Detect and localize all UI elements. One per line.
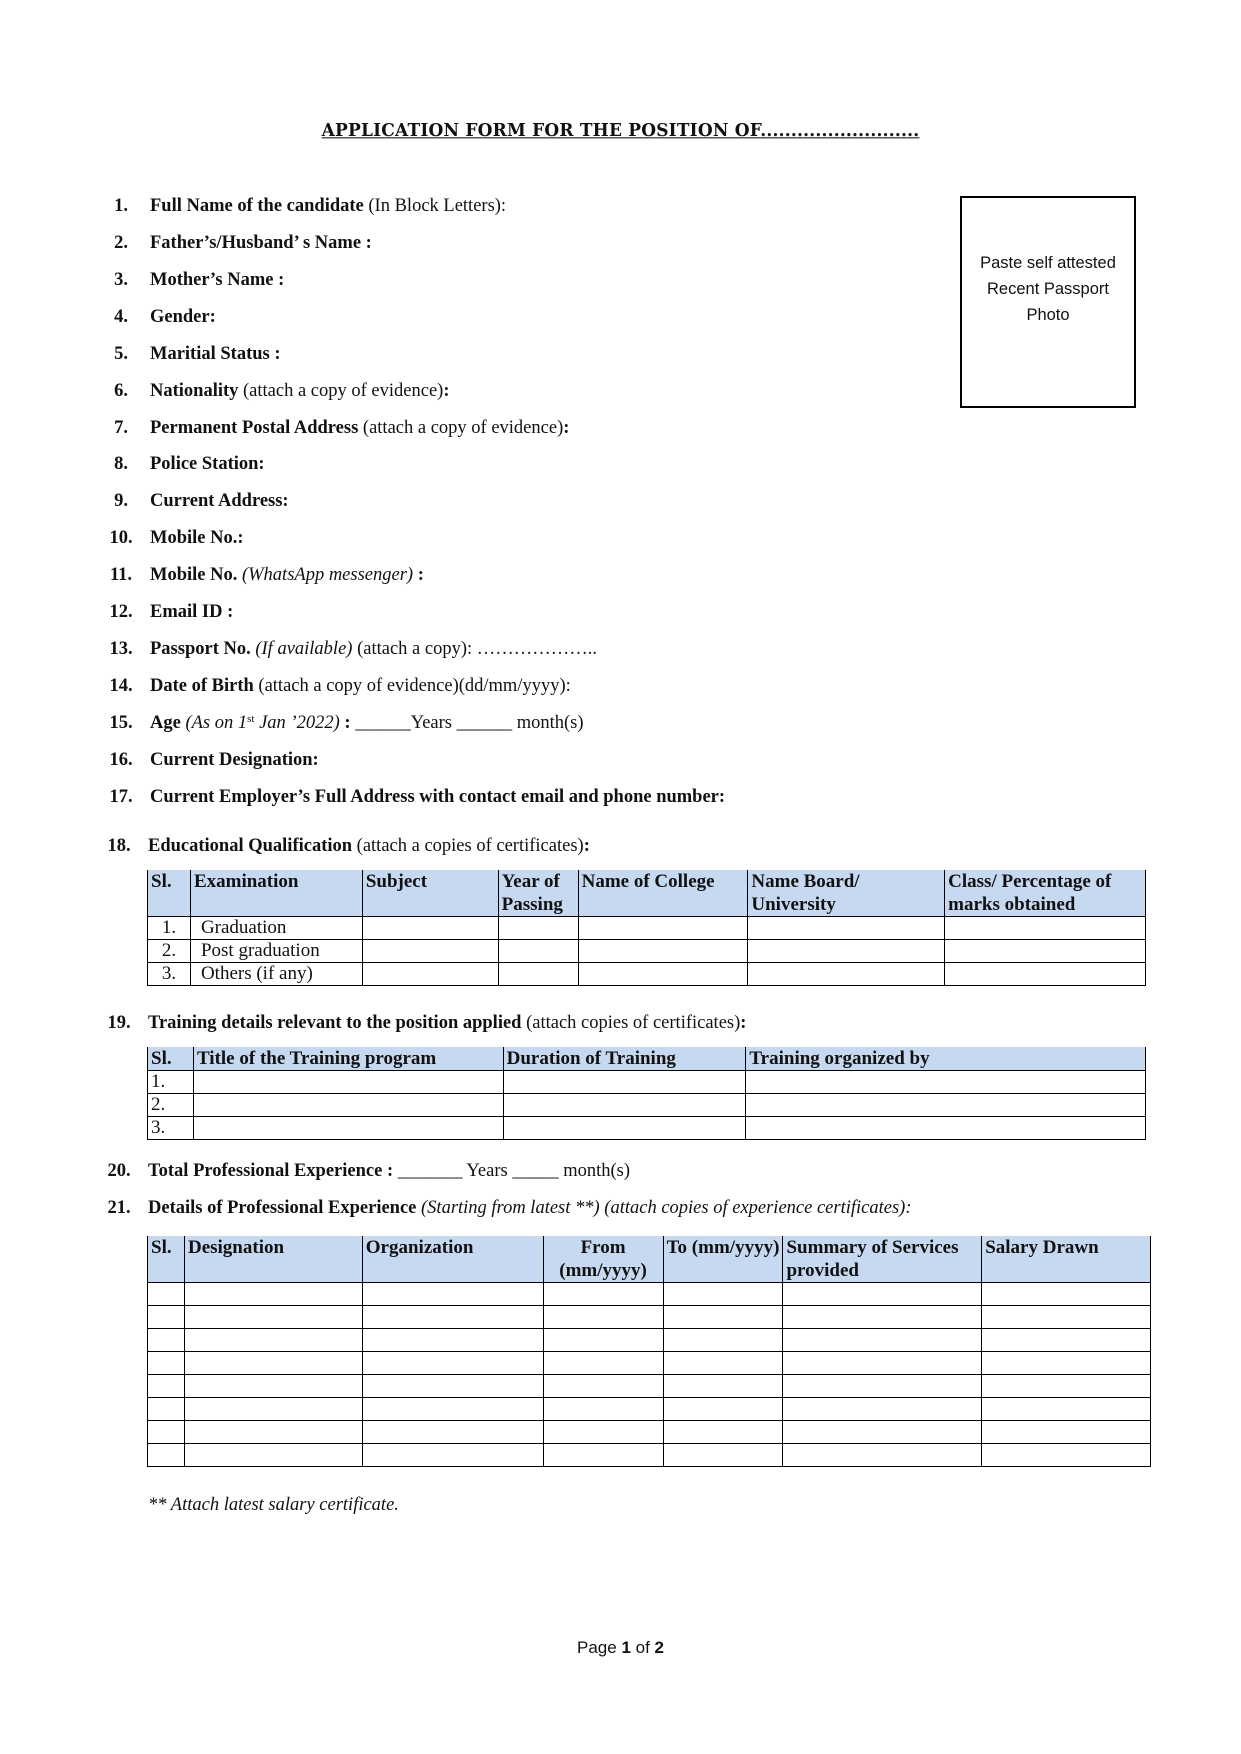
table-cell[interactable] [982, 1398, 1151, 1421]
table-row [148, 1094, 1146, 1117]
table-cell[interactable] [148, 1352, 185, 1375]
form-field-2[interactable] [92, 231, 372, 255]
field-note: (attach a copy): ……………….. [352, 639, 597, 659]
field-label: Police Station: [150, 454, 265, 474]
field-number: 20. [107, 1161, 131, 1181]
table-cell[interactable] [184, 1444, 362, 1467]
field-italic-note: (WhatsApp messenger) [237, 565, 414, 585]
page-prefix: Page [577, 1638, 622, 1657]
table-cell[interactable] [184, 1283, 362, 1306]
column-header: Examination [190, 870, 362, 917]
form-field-21[interactable] [90, 1196, 911, 1220]
field-number: 2. [114, 233, 128, 253]
field-label: Mobile No. [150, 565, 238, 585]
form-field-19[interactable] [90, 1011, 746, 1035]
table-cell[interactable] [193, 1117, 503, 1140]
form-field-10[interactable] [92, 526, 244, 550]
form-field-11[interactable] [92, 563, 424, 587]
column-header: Title of the Training program [193, 1047, 503, 1071]
table-cell[interactable] [663, 1283, 783, 1306]
field-number: 18. [107, 836, 131, 856]
column-header: Designation [184, 1236, 362, 1283]
form-field-18[interactable] [90, 834, 590, 858]
column-header: Year of Passing [498, 870, 578, 917]
table-cell[interactable] [503, 1117, 746, 1140]
field-number: 16. [109, 750, 133, 770]
table-cell[interactable]: 1. [148, 917, 191, 940]
page-number [0, 1638, 1241, 1658]
footnote: ** Attach latest salary certificate. [148, 1495, 399, 1515]
column-header: Class/ Percentage of marks obtained [945, 870, 1146, 917]
field-colon: : [563, 418, 570, 438]
table-cell[interactable] [184, 1352, 362, 1375]
table-cell[interactable] [748, 917, 945, 940]
table-row [148, 1071, 1146, 1094]
field-italic-note: Jan ’2022) [254, 713, 340, 733]
table-cell[interactable] [945, 917, 1146, 940]
table-cell[interactable] [578, 963, 748, 986]
table-cell[interactable] [503, 1094, 746, 1117]
table-row [148, 1306, 1151, 1329]
table-cell[interactable] [783, 1398, 982, 1421]
table-cell[interactable] [663, 1398, 783, 1421]
field-label: Father’s/Husband’ s Name : [150, 233, 372, 253]
table-cell[interactable] [184, 1421, 362, 1444]
field-label: Current Address: [150, 491, 289, 511]
table-cell[interactable] [783, 1444, 982, 1467]
table-cell[interactable] [663, 1421, 783, 1444]
table-cell[interactable] [982, 1283, 1151, 1306]
table-cell[interactable] [578, 917, 748, 940]
table-cell[interactable] [663, 1329, 783, 1352]
table-cell[interactable] [362, 1283, 543, 1306]
table-cell[interactable] [148, 1375, 185, 1398]
field-number: 12. [109, 602, 133, 622]
table-cell[interactable] [543, 1421, 663, 1444]
field-number: 8. [114, 454, 128, 474]
table-cell[interactable] [362, 1375, 543, 1398]
table-cell[interactable]: Graduation [190, 917, 362, 940]
table-cell[interactable] [663, 1352, 783, 1375]
photo-box-line: Photo [1026, 306, 1070, 324]
table-row [148, 1421, 1151, 1444]
table-cell[interactable] [663, 1306, 783, 1329]
field-label: Email ID : [150, 602, 234, 622]
table-cell[interactable] [783, 1421, 982, 1444]
table-cell[interactable] [543, 1375, 663, 1398]
field-note: (attach copies of certificates) [521, 1013, 741, 1033]
form-field-17[interactable] [92, 785, 725, 809]
table-cell[interactable] [503, 1071, 746, 1094]
field-note: (attach a copies of certificates) [352, 836, 584, 856]
field-number: 13. [109, 639, 133, 659]
table-cell[interactable] [362, 963, 498, 986]
table-cell[interactable] [945, 940, 1146, 963]
table-cell[interactable] [362, 940, 498, 963]
table-cell[interactable] [498, 917, 578, 940]
table-cell[interactable] [746, 1094, 1146, 1117]
table-cell[interactable] [982, 1329, 1151, 1352]
field-label: Date of Birth [150, 676, 254, 696]
field-number: 9. [114, 491, 128, 511]
table-row [148, 1375, 1151, 1398]
field-label: Current Designation: [150, 750, 319, 770]
table-cell[interactable] [783, 1306, 982, 1329]
field-note: (attach a copy of evidence) [358, 418, 564, 438]
field-colon: : [443, 381, 450, 401]
field-italic-note: (As on 1 [180, 713, 248, 733]
field-colon: : [339, 713, 351, 733]
table-cell[interactable] [783, 1375, 982, 1398]
table-cell[interactable] [184, 1398, 362, 1421]
field-number: 1. [114, 196, 128, 216]
field-note: (attach a copy of evidence) [238, 381, 444, 401]
table-cell[interactable] [982, 1352, 1151, 1375]
table-cell[interactable] [543, 1329, 663, 1352]
field-number: 4. [114, 307, 128, 327]
table-cell[interactable] [362, 1444, 543, 1467]
table-cell[interactable] [184, 1375, 362, 1398]
field-number: 19. [107, 1013, 131, 1033]
field-label: Mobile No.: [150, 528, 244, 548]
table-cell[interactable] [746, 1071, 1146, 1094]
column-header: Summary of Services provided [783, 1236, 982, 1283]
experience-table [147, 1236, 1151, 1467]
field-colon: : [740, 1013, 747, 1033]
form-field-1[interactable] [92, 194, 506, 218]
table-cell[interactable] [362, 917, 498, 940]
field-number: 14. [109, 676, 133, 696]
table-cell[interactable] [193, 1094, 503, 1117]
field-number: 21. [107, 1198, 131, 1218]
table-cell[interactable]: 3. [148, 1117, 194, 1140]
column-header: Salary Drawn [982, 1236, 1151, 1283]
table-cell[interactable]: 2. [148, 1094, 194, 1117]
field-label: Passport No. [150, 639, 251, 659]
table-row [148, 1329, 1151, 1352]
page-title: APPLICATION FORM FOR THE POSITION OF.......................... [321, 120, 920, 142]
field-label: Mother’s Name : [150, 270, 285, 290]
table-cell[interactable] [498, 963, 578, 986]
table-cell[interactable] [543, 1398, 663, 1421]
table-cell[interactable] [148, 1283, 185, 1306]
table-cell[interactable] [748, 963, 945, 986]
table-row [148, 1444, 1151, 1467]
field-note: (In Block Letters): [363, 196, 507, 216]
table-cell[interactable] [193, 1071, 503, 1094]
table-cell[interactable] [982, 1444, 1151, 1467]
field-number: 17. [109, 787, 133, 807]
form-field-12[interactable] [92, 600, 233, 624]
table-row [148, 1398, 1151, 1421]
page-total: 2 [654, 1638, 664, 1657]
field-label: Maritial Status : [150, 344, 281, 364]
field-italic-note: (If available) [250, 639, 353, 659]
page-current: 1 [621, 1638, 631, 1657]
form-field-3[interactable] [92, 268, 284, 292]
form-field-9[interactable] [92, 489, 289, 513]
field-number: 11. [109, 565, 133, 585]
table-cell[interactable] [362, 1398, 543, 1421]
field-italic-note: (Starting from latest **) (attach copies of experience certificates): [416, 1198, 912, 1218]
field-label: Details of Professional Experience [148, 1198, 417, 1218]
field-number: 5. [114, 344, 128, 364]
field-colon: : [413, 565, 424, 585]
table-cell[interactable] [148, 1329, 185, 1352]
table-row [148, 1117, 1146, 1140]
table-row [148, 1352, 1151, 1375]
table-cell[interactable] [783, 1283, 982, 1306]
table-cell[interactable] [543, 1283, 663, 1306]
field-note: _______ Years _____ month(s) [393, 1161, 631, 1181]
table-cell[interactable]: 1. [148, 1071, 194, 1094]
form-field-4[interactable] [92, 305, 216, 329]
field-label: Training details relevant to the position applied [148, 1013, 522, 1033]
page-middle: of [630, 1638, 655, 1657]
table-cell[interactable] [362, 1306, 543, 1329]
table-cell[interactable] [783, 1352, 982, 1375]
photo-box-line: Recent Passport [987, 280, 1109, 298]
field-number: 3. [114, 270, 128, 290]
table-cell[interactable] [362, 1329, 543, 1352]
table-cell[interactable] [982, 1421, 1151, 1444]
table-row [148, 1283, 1151, 1306]
field-label: Nationality [150, 381, 239, 401]
form-field-7[interactable] [92, 416, 569, 440]
column-header: Name of College [578, 870, 748, 917]
table-row [148, 917, 1146, 940]
table-cell[interactable]: 2. [148, 940, 191, 963]
table-cell[interactable] [362, 1352, 543, 1375]
table-cell[interactable] [663, 1444, 783, 1467]
table-cell[interactable] [148, 1444, 185, 1467]
form-field-5[interactable] [92, 342, 281, 366]
table-cell[interactable] [148, 1306, 185, 1329]
column-header: From (mm/yyyy) [543, 1236, 663, 1283]
photo-box-line: Paste self attested [980, 254, 1116, 272]
form-field-14[interactable] [92, 674, 571, 698]
field-superscript: st [247, 713, 255, 725]
table-cell[interactable] [184, 1306, 362, 1329]
field-colon: : [583, 836, 590, 856]
table-cell[interactable] [543, 1306, 663, 1329]
field-label: Age [150, 713, 181, 733]
field-note: ______Years ______ month(s) [350, 713, 584, 733]
field-note: (attach a copy of evidence)(dd/mm/yyyy): [253, 676, 571, 696]
field-label: Permanent Postal Address [150, 418, 359, 438]
table-cell[interactable]: 3. [148, 963, 191, 986]
form-field-20[interactable] [90, 1159, 630, 1183]
field-label: Educational Qualification [148, 836, 353, 856]
table-cell[interactable] [148, 1398, 185, 1421]
form-field-16[interactable] [92, 748, 319, 772]
field-number: 6. [114, 381, 128, 401]
table-cell[interactable] [543, 1444, 663, 1467]
table-cell[interactable] [748, 940, 945, 963]
field-number: 15. [109, 713, 133, 733]
field-label: Gender: [150, 307, 216, 327]
field-label: Full Name of the candidate [150, 196, 364, 216]
training-table [147, 1047, 1146, 1140]
field-number: 10. [109, 528, 133, 548]
table-cell[interactable] [945, 963, 1146, 986]
table-cell[interactable] [982, 1375, 1151, 1398]
table-cell[interactable]: Post graduation [190, 940, 362, 963]
column-header: Name Board/ University [748, 870, 945, 917]
table-cell[interactable] [362, 1421, 543, 1444]
column-header: Subject [362, 870, 498, 917]
photo-box[interactable] [960, 196, 1136, 408]
column-header: To (mm/yyyy) [663, 1236, 783, 1283]
form-field-6[interactable] [92, 379, 450, 403]
field-number: 7. [114, 418, 128, 438]
table-cell[interactable] [746, 1117, 1146, 1140]
education-table [147, 870, 1146, 986]
column-header: Organization [362, 1236, 543, 1283]
column-header: Sl. [148, 870, 191, 917]
form-field-15[interactable] [92, 711, 584, 735]
column-header: Duration of Training [503, 1047, 746, 1071]
table-cell[interactable] [578, 940, 748, 963]
column-header: Sl. [148, 1047, 194, 1071]
table-cell[interactable] [982, 1306, 1151, 1329]
table-row [148, 963, 1146, 986]
form-field-8[interactable] [92, 452, 265, 476]
column-header: Training organized by [746, 1047, 1146, 1071]
table-cell[interactable]: Others (if any) [190, 963, 362, 986]
field-label: Current Employer’s Full Address with contact email and phone number: [150, 787, 726, 807]
field-label: Total Professional Experience : [148, 1161, 394, 1181]
table-row [148, 940, 1146, 963]
column-header: Sl. [148, 1236, 185, 1283]
table-cell[interactable] [663, 1375, 783, 1398]
table-cell[interactable] [148, 1421, 185, 1444]
form-field-13[interactable] [92, 637, 597, 661]
table-cell[interactable] [498, 940, 578, 963]
table-cell[interactable] [543, 1352, 663, 1375]
table-cell[interactable] [184, 1329, 362, 1352]
table-cell[interactable] [783, 1329, 982, 1352]
